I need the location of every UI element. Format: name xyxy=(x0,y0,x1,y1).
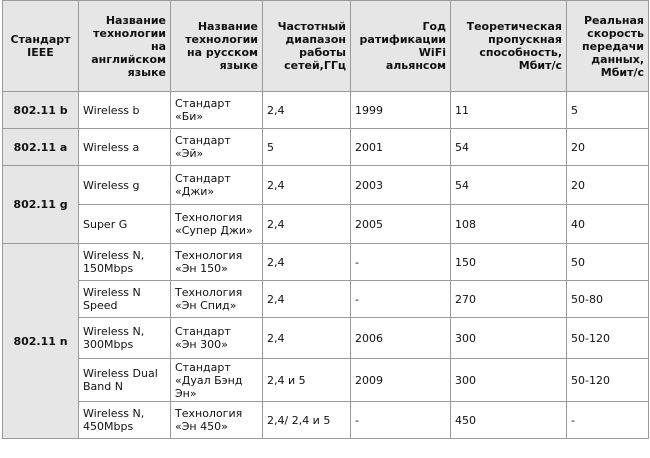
header-row xyxy=(3,1,649,92)
year-cell: 2001 xyxy=(351,129,451,166)
theoretical-cell: 450 xyxy=(451,402,567,439)
theoretical-cell: 300 xyxy=(451,359,567,402)
table-row xyxy=(3,359,649,402)
russian-name-cell: Стандарт «Эн 300» xyxy=(171,318,263,359)
english-name-cell: Super G xyxy=(79,205,171,244)
russian-name-cell: Стандарт «Джи» xyxy=(171,166,263,205)
table-row xyxy=(3,92,649,129)
year-cell: 2003 xyxy=(351,166,451,205)
russian-name-cell: Технология «Эн 150» xyxy=(171,244,263,281)
russian-name-cell: Технология «Эн 450» xyxy=(171,402,263,439)
theoretical-cell: 11 xyxy=(451,92,567,129)
table-row xyxy=(3,129,649,166)
theoretical-cell: 54 xyxy=(451,129,567,166)
frequency-cell: 2,4 xyxy=(263,318,351,359)
theoretical-cell: 300 xyxy=(451,318,567,359)
year-cell: 1999 xyxy=(351,92,451,129)
standard-cell: 802.11 n xyxy=(3,244,79,439)
english-name-cell: Wireless N, 300Mbps xyxy=(79,318,171,359)
header-ratification-year: Год ратификации WiFi альянсом xyxy=(351,1,451,92)
real-speed-cell: 50 xyxy=(567,244,649,281)
frequency-cell: 2,4 и 5 xyxy=(263,359,351,402)
table-row xyxy=(3,166,649,205)
theoretical-cell: 54 xyxy=(451,166,567,205)
real-speed-cell: 5 xyxy=(567,92,649,129)
year-cell: - xyxy=(351,281,451,318)
frequency-cell: 2,4 xyxy=(263,281,351,318)
english-name-cell: Wireless Dual Band N xyxy=(79,359,171,402)
english-name-cell: Wireless N Speed xyxy=(79,281,171,318)
russian-name-cell: Стандарт «Би» xyxy=(171,92,263,129)
standard-cell: 802.11 a xyxy=(3,129,79,166)
frequency-cell: 2,4 xyxy=(263,205,351,244)
header-ieee-standard: Стандарт IEEE xyxy=(3,1,79,92)
standard-cell: 802.11 b xyxy=(3,92,79,129)
year-cell: 2006 xyxy=(351,318,451,359)
header-real-speed: Реальная скорость передачи данных, Мбит/с xyxy=(567,1,649,92)
table-row xyxy=(3,402,649,439)
english-name-cell: Wireless a xyxy=(79,129,171,166)
table-row xyxy=(3,281,649,318)
real-speed-cell: 40 xyxy=(567,205,649,244)
english-name-cell: Wireless N, 150Mbps xyxy=(79,244,171,281)
frequency-cell: 2,4/ 2,4 и 5 xyxy=(263,402,351,439)
standard-cell: 802.11 g xyxy=(3,166,79,244)
frequency-cell: 2,4 xyxy=(263,244,351,281)
table-row xyxy=(3,244,649,281)
theoretical-cell: 270 xyxy=(451,281,567,318)
real-speed-cell: 50-80 xyxy=(567,281,649,318)
russian-name-cell: Стандарт «Эй» xyxy=(171,129,263,166)
real-speed-cell: 50-120 xyxy=(567,359,649,402)
english-name-cell: Wireless g xyxy=(79,166,171,205)
theoretical-cell: 108 xyxy=(451,205,567,244)
header-english-name: Название технологии на английском языке xyxy=(79,1,171,92)
table-row xyxy=(3,318,649,359)
frequency-cell: 2,4 xyxy=(263,92,351,129)
real-speed-cell: 50-120 xyxy=(567,318,649,359)
english-name-cell: Wireless N, 450Mbps xyxy=(79,402,171,439)
table-row xyxy=(3,205,649,244)
year-cell: 2005 xyxy=(351,205,451,244)
year-cell: 2009 xyxy=(351,359,451,402)
wifi-standards-table xyxy=(2,0,649,439)
frequency-cell: 2,4 xyxy=(263,166,351,205)
real-speed-cell: 20 xyxy=(567,129,649,166)
header-theoretical-throughput: Теоретическая пропускная способность, Мбит/с xyxy=(451,1,567,92)
year-cell: - xyxy=(351,402,451,439)
russian-name-cell: Технология «Эн Спид» xyxy=(171,281,263,318)
real-speed-cell: - xyxy=(567,402,649,439)
russian-name-cell: Технология «Супер Джи» xyxy=(171,205,263,244)
frequency-cell: 5 xyxy=(263,129,351,166)
theoretical-cell: 150 xyxy=(451,244,567,281)
english-name-cell: Wireless b xyxy=(79,92,171,129)
header-russian-name: Название технологии на русском языке xyxy=(171,1,263,92)
header-frequency: Частотный диапазон работы сетей,ГГц xyxy=(263,1,351,92)
real-speed-cell: 20 xyxy=(567,166,649,205)
year-cell: - xyxy=(351,244,451,281)
russian-name-cell: Стандарт «Дуал Бэнд Эн» xyxy=(171,359,263,402)
